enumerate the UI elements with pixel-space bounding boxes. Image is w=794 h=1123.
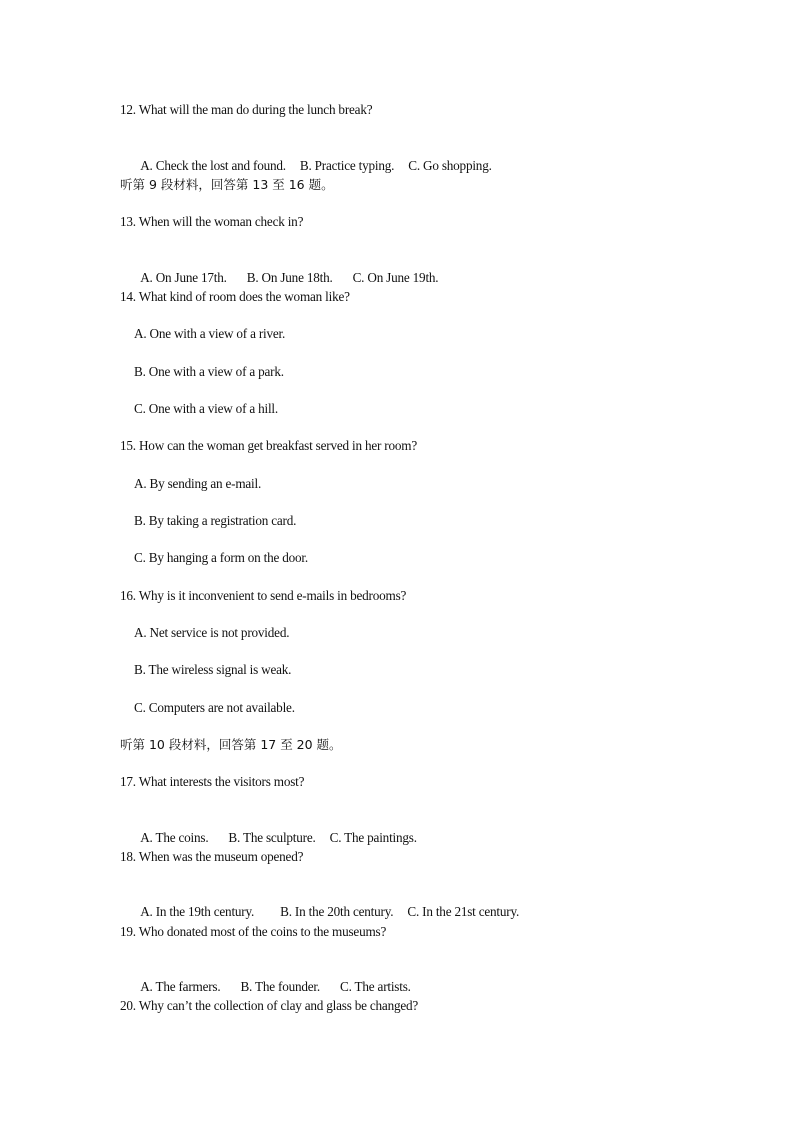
q15-option-c: C. By hanging a form on the door. [134, 550, 308, 565]
question-17-options [134, 811, 417, 847]
section-10-instruction: 听第 10 段材料，回答第 17 至 20 题。 [120, 737, 342, 752]
question-19-stem: 19. Who donated most of the coins to the museums? [120, 924, 387, 939]
question-13-stem: 13. When will the woman check in? [120, 214, 304, 229]
q18-option-a: A. In the 19th century. [140, 904, 255, 919]
q18-option-b: B. In the 20th century. [280, 904, 394, 919]
question-12-options [134, 139, 492, 175]
q15-option-a: A. By sending an e-mail. [134, 476, 262, 491]
q17-option-b: B. The sculpture. [228, 830, 316, 845]
question-13-options [134, 251, 438, 287]
q16-option-a: A. Net service is not provided. [134, 625, 290, 640]
q12-option-a: A. Check the lost and found. [140, 158, 286, 173]
q12-option-c: C. Go shopping. [408, 158, 492, 173]
q16-option-c: C. Computers are not available. [134, 700, 295, 715]
q19-option-c: C. The artists. [339, 979, 411, 994]
question-18-options [134, 885, 519, 921]
q15-option-b: B. By taking a registration card. [134, 513, 297, 528]
question-18-stem: 18. When was the museum opened? [120, 849, 304, 864]
question-19-options [134, 960, 411, 996]
q14-option-a: A. One with a view of a river. [134, 326, 286, 341]
question-20-stem: 20. Why can’t the collection of clay and glass be changed? [120, 998, 419, 1013]
q14-option-c: C. One with a view of a hill. [134, 401, 278, 416]
q19-option-b: B. The founder. [240, 979, 320, 994]
q17-option-c: C. The paintings. [329, 830, 417, 845]
q19-option-a: A. The farmers. [140, 979, 221, 994]
question-15-stem: 15. How can the woman get breakfast served in her room? [120, 438, 417, 453]
question-16-stem: 16. Why is it inconvenient to send e-mails in bedrooms? [120, 588, 407, 603]
q14-option-b: B. One with a view of a park. [134, 364, 284, 379]
q17-option-a: A. The coins. [140, 830, 209, 845]
q18-option-c: C. In the 21st century. [407, 904, 520, 919]
question-17-stem: 17. What interests the visitors most? [120, 774, 305, 789]
question-12-stem: 12. What will the man do during the lunch break? [120, 102, 373, 117]
q16-option-b: B. The wireless signal is weak. [134, 662, 292, 677]
question-14-stem: 14. What kind of room does the woman like? [120, 289, 350, 304]
q13-option-b: B. On June 18th. [246, 270, 333, 285]
section-9-instruction: 听第 9 段材料，回答第 13 至 16 题。 [120, 177, 334, 192]
q12-option-b: B. Practice typing. [299, 158, 395, 173]
q13-option-a: A. On June 17th. [140, 270, 227, 285]
q13-option-c: C. On June 19th. [352, 270, 439, 285]
